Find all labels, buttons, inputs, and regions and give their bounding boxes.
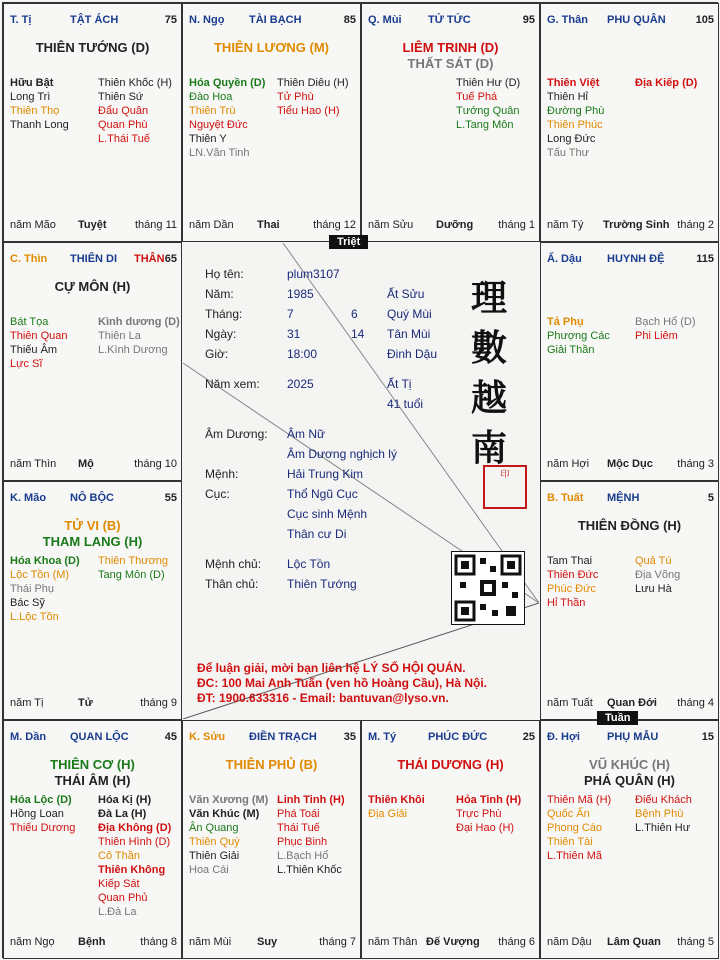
star: Địa Giải bbox=[368, 808, 408, 820]
palace-branch: M. Dần bbox=[10, 731, 47, 743]
palace-month: tháng 4 bbox=[677, 697, 714, 709]
star: Thiên Không bbox=[98, 864, 166, 876]
star: L.Thiên Khốc bbox=[277, 864, 342, 876]
horoscope-chart bbox=[2, 2, 718, 958]
cuc-value: Thổ Ngũ Cục bbox=[287, 487, 358, 501]
star: Phi Liêm bbox=[635, 330, 678, 342]
star: Điếu Khách bbox=[635, 794, 692, 806]
main-star: THIÊN CƠ (H) bbox=[50, 757, 135, 772]
main-star: TỬ VI (B) bbox=[64, 518, 121, 533]
palace-year: năm Thìn bbox=[10, 458, 57, 470]
palace-month: tháng 7 bbox=[319, 936, 356, 948]
hour-value: 18:00 bbox=[287, 347, 318, 361]
palace-ngo bbox=[182, 3, 361, 242]
contact-line: ĐT: 1900.633316 - Email: bantuvan@lyso.vn. bbox=[197, 691, 449, 705]
palace-state: Tuyệt bbox=[78, 219, 107, 231]
palace-year: năm Tuất bbox=[547, 697, 593, 709]
star: Thiên Thương bbox=[98, 555, 169, 567]
star: L.Lộc Tồn bbox=[10, 611, 59, 623]
star: L.Thiên Mã bbox=[547, 850, 603, 862]
main-star: PHÁ QUÂN (H) bbox=[584, 773, 675, 788]
tuan-badge: Tuần bbox=[597, 711, 638, 725]
palace-year: năm Dần bbox=[189, 219, 234, 231]
palace-age: 95 bbox=[522, 14, 535, 26]
menh-chu-value: Lộc Tồn bbox=[287, 557, 331, 571]
star: L.Thiên Hư bbox=[635, 822, 691, 834]
view-year-can: Ất Tị bbox=[387, 377, 412, 391]
seal-icon: 印 bbox=[483, 465, 527, 509]
star: Thiên Sứ bbox=[98, 91, 144, 103]
palace-age: 35 bbox=[343, 731, 356, 743]
star: Thiên Hư (D) bbox=[456, 77, 521, 89]
view-year-label: Năm xem: bbox=[205, 377, 260, 391]
star: Thiên Khôi bbox=[368, 794, 425, 806]
contact-line: ĐC: 100 Mai Anh Tuấn (ven hồ Hoàng Cầu), Hà Nội. bbox=[197, 676, 488, 690]
palace-month: tháng 2 bbox=[677, 219, 714, 231]
palace-name: NÔ BỘC bbox=[70, 492, 114, 504]
star: Tướng Quân bbox=[456, 105, 520, 117]
star: Thiếu Dương bbox=[10, 822, 76, 834]
star: Thiên La bbox=[98, 330, 141, 342]
main-star: VŨ KHÚC (H) bbox=[589, 757, 670, 772]
hour-can: Đinh Dậu bbox=[387, 347, 438, 361]
year-value: 1985 bbox=[287, 287, 314, 301]
star: Thiên Thọ bbox=[10, 105, 60, 117]
star: Thiên Y bbox=[189, 133, 227, 145]
palace-ti bbox=[3, 3, 182, 242]
day-label: Ngày: bbox=[205, 327, 237, 341]
palace-year: năm Ngọ bbox=[10, 936, 55, 948]
star: Hóa Kị (H) bbox=[98, 794, 152, 806]
palace-name: MỆNH bbox=[607, 492, 640, 504]
qr-code-icon bbox=[451, 551, 525, 625]
palace-mao bbox=[3, 481, 182, 720]
star: Địa Không (D) bbox=[98, 822, 172, 834]
main-star: THIÊN TƯỚNG (D) bbox=[35, 40, 150, 55]
star: Thiên Việt bbox=[547, 77, 600, 89]
palace-month: tháng 5 bbox=[677, 936, 714, 948]
month-label: Tháng: bbox=[205, 307, 243, 321]
star: Thanh Long bbox=[10, 119, 69, 131]
star: Quả Tú bbox=[635, 555, 672, 567]
star: Phúc Đức bbox=[547, 583, 596, 595]
month-can: Quý Mùi bbox=[387, 307, 432, 321]
star: Linh Tinh (H) bbox=[277, 794, 345, 806]
star: Hóa Quyền (D) bbox=[189, 77, 266, 89]
palace-state: Thai bbox=[257, 219, 280, 231]
star: L.Bạch Hổ bbox=[277, 850, 329, 862]
palace-name: PHU QUÂN bbox=[607, 14, 666, 26]
palace-state: Tử bbox=[78, 697, 93, 709]
than-cu: Thân cư Di bbox=[287, 527, 347, 541]
main-star: THÁI ÂM (H) bbox=[54, 773, 131, 788]
palace-age: 5 bbox=[707, 492, 714, 504]
star: Bệnh Phù bbox=[635, 808, 684, 820]
star: Thiên Quan bbox=[10, 330, 68, 342]
star: Phá Toái bbox=[277, 808, 320, 820]
palace-year: năm Thân bbox=[368, 936, 418, 948]
star: Quốc Ấn bbox=[547, 808, 590, 820]
amduong-label: Âm Dương: bbox=[205, 427, 268, 441]
name-label: Họ tên: bbox=[205, 267, 244, 281]
star: Tang Môn (D) bbox=[98, 569, 165, 581]
calligraphy-logo: 理數越南 bbox=[471, 277, 508, 469]
palace-age: 115 bbox=[696, 253, 714, 265]
contact-line: Để luận giải, mời bạn liên hệ LÝ SỐ HỘI QUÁN. bbox=[197, 661, 466, 675]
star: Trực Phù bbox=[456, 808, 502, 820]
star: Kiếp Sát bbox=[98, 878, 140, 890]
palace-branch: K. Sửu bbox=[189, 731, 226, 743]
star: Thiên Trù bbox=[189, 105, 236, 117]
star: Thiên Giải bbox=[189, 850, 240, 862]
star: Thiên Mã (H) bbox=[547, 794, 612, 806]
star: Long Đức bbox=[547, 133, 596, 145]
palace-age: 55 bbox=[164, 492, 177, 504]
palace-year: năm Tý bbox=[547, 219, 584, 231]
palace-month: tháng 3 bbox=[677, 458, 714, 470]
star: Đào Hoa bbox=[189, 91, 233, 103]
palace-age: 85 bbox=[343, 14, 356, 26]
palace-mui bbox=[361, 3, 540, 242]
star: Tiểu Hao (H) bbox=[277, 105, 340, 117]
star: Thiếu Âm bbox=[10, 344, 58, 356]
palace-name: ĐIỀN TRẠCH bbox=[249, 731, 317, 743]
palace-branch: N. Ngọ bbox=[189, 14, 225, 26]
day-value: 31 bbox=[287, 327, 301, 341]
star: Hồng Loan bbox=[10, 808, 64, 820]
star: Giải Thần bbox=[547, 344, 595, 356]
main-star: CỰ MÔN (H) bbox=[54, 279, 131, 294]
palace-state: Bệnh bbox=[78, 936, 106, 948]
star: Thiên Phúc bbox=[547, 119, 603, 131]
main-star: THIÊN ĐỒNG (H) bbox=[577, 518, 682, 533]
star: Quan Phù bbox=[98, 119, 148, 131]
star: Phượng Các bbox=[547, 330, 610, 342]
palace-name: TỬ TỨC bbox=[428, 14, 471, 26]
star: Long Trì bbox=[10, 91, 51, 103]
star: Thiên Hình (D) bbox=[98, 836, 171, 848]
palace-month: tháng 6 bbox=[498, 936, 535, 948]
star: Lực Sĩ bbox=[10, 358, 43, 370]
palace-month: tháng 9 bbox=[140, 697, 177, 709]
palace-state: Quan Đới bbox=[607, 697, 657, 709]
palace-branch: G. Thân bbox=[547, 14, 588, 26]
than-chu-label: Thân chủ: bbox=[205, 577, 259, 591]
star: Thiên Tài bbox=[547, 836, 593, 848]
palace-name: TẬT ÁCH bbox=[70, 14, 119, 26]
star: Văn Xương (M) bbox=[189, 794, 269, 806]
amduong-note: Âm Dương nghịch lý bbox=[287, 447, 397, 461]
main-star: THIÊN LƯƠNG (M) bbox=[213, 40, 330, 55]
palace-ty bbox=[361, 720, 540, 959]
star: Tử Phù bbox=[277, 91, 314, 103]
star: Đà La (H) bbox=[98, 808, 147, 820]
star: Hỉ Thần bbox=[547, 597, 586, 609]
menh-value: Hải Trung Kim bbox=[287, 467, 364, 481]
age-value: 41 tuổi bbox=[387, 397, 424, 411]
year-label: Năm: bbox=[205, 287, 234, 301]
than-marker: THÂN bbox=[134, 253, 165, 265]
star: Hóa Lộc (D) bbox=[10, 794, 72, 806]
palace-month: tháng 12 bbox=[313, 219, 356, 231]
star: LN.Văn Tinh bbox=[189, 147, 250, 159]
palace-name: QUAN LỘC bbox=[70, 731, 129, 743]
star: Phong Cáo bbox=[547, 822, 603, 834]
star: L.Thái Tuế bbox=[98, 133, 150, 145]
star: Tuế Phá bbox=[456, 91, 498, 103]
star: Lưu Hà bbox=[635, 583, 672, 595]
month-lunar: 6 bbox=[351, 307, 358, 321]
main-star: THẤT SÁT (D) bbox=[407, 56, 494, 71]
palace-suu bbox=[182, 720, 361, 959]
palace-state: Suy bbox=[257, 936, 278, 948]
palace-age: 75 bbox=[164, 14, 177, 26]
palace-branch: B. Tuất bbox=[547, 492, 584, 504]
star: Bát Tọa bbox=[10, 316, 49, 328]
star: Tấu Thư bbox=[547, 147, 590, 159]
palace-name: TÀI BẠCH bbox=[249, 14, 302, 26]
palace-state: Lâm Quan bbox=[607, 936, 661, 948]
palace-year: năm Tị bbox=[10, 697, 44, 709]
star: Hoa Cái bbox=[189, 864, 229, 876]
star: Bạch Hổ (D) bbox=[635, 316, 696, 328]
palace-state: Mộ bbox=[78, 458, 94, 470]
star: Thiên Khốc (H) bbox=[98, 77, 172, 89]
star: Đường Phù bbox=[547, 105, 605, 117]
palace-month: tháng 1 bbox=[498, 219, 535, 231]
star: Phục Binh bbox=[277, 836, 328, 848]
star: L.Đà La bbox=[98, 906, 137, 918]
month-value: 7 bbox=[287, 307, 294, 321]
star: Tả Phụ bbox=[547, 316, 584, 328]
star: Thái Phụ bbox=[10, 583, 55, 595]
than-chu-value: Thiên Tướng bbox=[287, 577, 357, 591]
palace-branch: T. Tị bbox=[10, 14, 32, 26]
palace-dan bbox=[3, 720, 182, 959]
hour-label: Giờ: bbox=[205, 347, 229, 361]
palace-month: tháng 11 bbox=[134, 219, 177, 231]
day-can: Tân Mùi bbox=[387, 327, 431, 341]
main-star: THÁI DƯƠNG (H) bbox=[397, 757, 504, 772]
palace-branch: Q. Mùi bbox=[368, 14, 402, 26]
palace-year: năm Dậu bbox=[547, 936, 592, 948]
center-info-panel bbox=[183, 243, 539, 719]
cuc-note: Cục sinh Mệnh bbox=[287, 507, 368, 521]
star: Địa Kiếp (D) bbox=[635, 77, 698, 89]
name-value: plum3107 bbox=[287, 267, 340, 281]
palace-thin bbox=[3, 242, 182, 481]
palace-state: Đế Vượng bbox=[426, 936, 480, 948]
star: L.Tang Môn bbox=[456, 119, 514, 131]
palace-month: tháng 10 bbox=[134, 458, 177, 470]
palace-name: PHỤ MẪU bbox=[607, 731, 659, 743]
palace-age: 25 bbox=[522, 731, 535, 743]
palace-hoi bbox=[540, 720, 719, 959]
star: Thiên Hỉ bbox=[547, 91, 588, 103]
triet-badge: Triệt bbox=[329, 235, 368, 249]
palace-state: Mộc Dục bbox=[607, 458, 653, 470]
star: Ân Quang bbox=[189, 822, 239, 834]
main-star: THIÊN PHỦ (B) bbox=[225, 757, 318, 772]
star: Đại Hao (H) bbox=[456, 822, 515, 834]
palace-age: 65 bbox=[164, 253, 177, 265]
star: Bác Sỹ bbox=[10, 597, 45, 609]
star: Văn Khúc (M) bbox=[189, 808, 260, 820]
main-star: THAM LANG (H) bbox=[42, 534, 143, 549]
palace-branch: Ấ. Dậu bbox=[547, 253, 582, 265]
palace-than bbox=[540, 3, 719, 242]
palace-tuat bbox=[540, 481, 719, 720]
star: Thiên Quý bbox=[189, 836, 240, 848]
star: Thiên Đức bbox=[547, 569, 599, 581]
palace-year: năm Mùi bbox=[189, 936, 232, 948]
star: Đẩu Quân bbox=[98, 105, 149, 117]
palace-name: HUYNH ĐỆ bbox=[607, 253, 665, 265]
contact-block bbox=[197, 661, 487, 706]
palace-branch: C. Thìn bbox=[10, 253, 48, 265]
palace-branch: K. Mão bbox=[10, 492, 47, 504]
menh-chu-label: Mệnh chủ: bbox=[205, 557, 262, 571]
palace-age: 15 bbox=[701, 731, 714, 743]
main-star: LIÊM TRINH (D) bbox=[402, 40, 499, 55]
menh-label: Mệnh: bbox=[205, 467, 239, 481]
palace-state: Trường Sinh bbox=[603, 219, 670, 231]
star: Kình dương (D) bbox=[98, 316, 180, 328]
palace-branch: Đ. Hợi bbox=[547, 731, 580, 743]
palace-dau bbox=[540, 242, 719, 481]
palace-name: THIÊN DI bbox=[70, 253, 118, 265]
day-lunar: 14 bbox=[351, 327, 365, 341]
amduong-value: Âm Nữ bbox=[287, 427, 326, 441]
star: Hỏa Tinh (H) bbox=[456, 794, 522, 806]
palace-state: Dưỡng bbox=[436, 219, 474, 231]
star: Thái Tuế bbox=[277, 822, 320, 834]
star: Hóa Khoa (D) bbox=[10, 555, 80, 567]
star: Thiên Diêu (H) bbox=[277, 77, 349, 89]
palace-year: năm Sửu bbox=[368, 219, 414, 231]
star: Địa Võng bbox=[635, 569, 681, 581]
star: Quan Phủ bbox=[98, 892, 148, 904]
star: Nguyệt Đức bbox=[189, 119, 248, 131]
cuc-label: Cục: bbox=[205, 487, 230, 501]
palace-month: tháng 8 bbox=[140, 936, 177, 948]
palace-name: PHÚC ĐỨC bbox=[428, 731, 488, 743]
palace-age: 45 bbox=[164, 731, 177, 743]
star: Hữu Bật bbox=[10, 77, 54, 89]
star: Cô Thần bbox=[98, 850, 140, 862]
star: Tam Thai bbox=[547, 555, 593, 567]
palace-branch: M. Tý bbox=[368, 731, 397, 743]
palace-age: 105 bbox=[695, 14, 714, 26]
view-year-value: 2025 bbox=[287, 377, 314, 391]
year-can: Ất Sửu bbox=[387, 287, 425, 301]
palace-year: năm Mão bbox=[10, 219, 56, 231]
star: L.Kình Dương bbox=[98, 344, 168, 356]
palace-year: năm Hợi bbox=[547, 458, 590, 470]
star: Lộc Tồn (M) bbox=[10, 569, 70, 581]
